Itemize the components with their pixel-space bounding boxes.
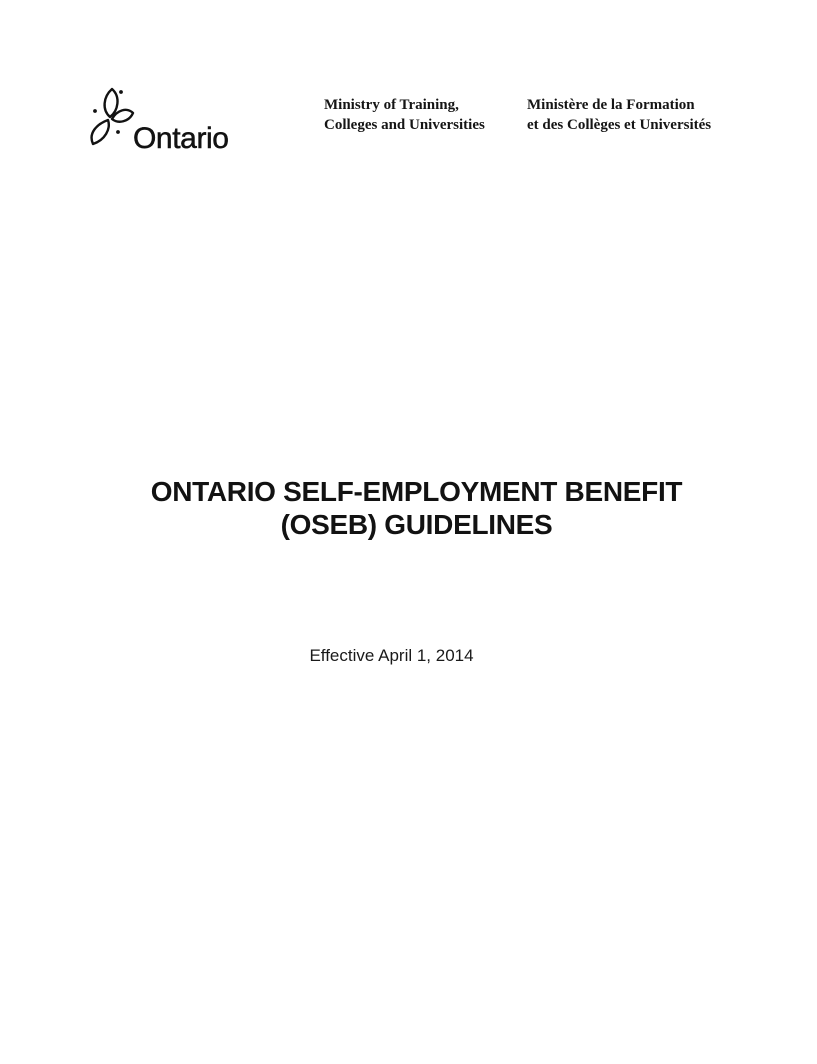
document-title <box>8 475 817 541</box>
ministry-en-line1: Ministry of Training, <box>324 97 459 113</box>
ministry-name-french <box>527 95 711 135</box>
ministry-name-english <box>324 95 485 135</box>
effective-date: Effective April 1, 2014 <box>309 646 474 665</box>
ontario-wordmark: Ontario <box>133 122 229 155</box>
ministry-en-line2: Colleges and Universities <box>324 117 485 133</box>
document-title-line1: ONTARIO SELF-EMPLOYMENT BENEFIT <box>150 476 683 507</box>
ministry-fr-line2: et des Collèges et Universités <box>527 117 712 133</box>
trillium-icon <box>88 87 135 147</box>
ministry-fr-line1: Ministère de la Formation <box>527 97 695 113</box>
document-title-line2: (OSEB) GUIDELINES <box>280 509 553 540</box>
